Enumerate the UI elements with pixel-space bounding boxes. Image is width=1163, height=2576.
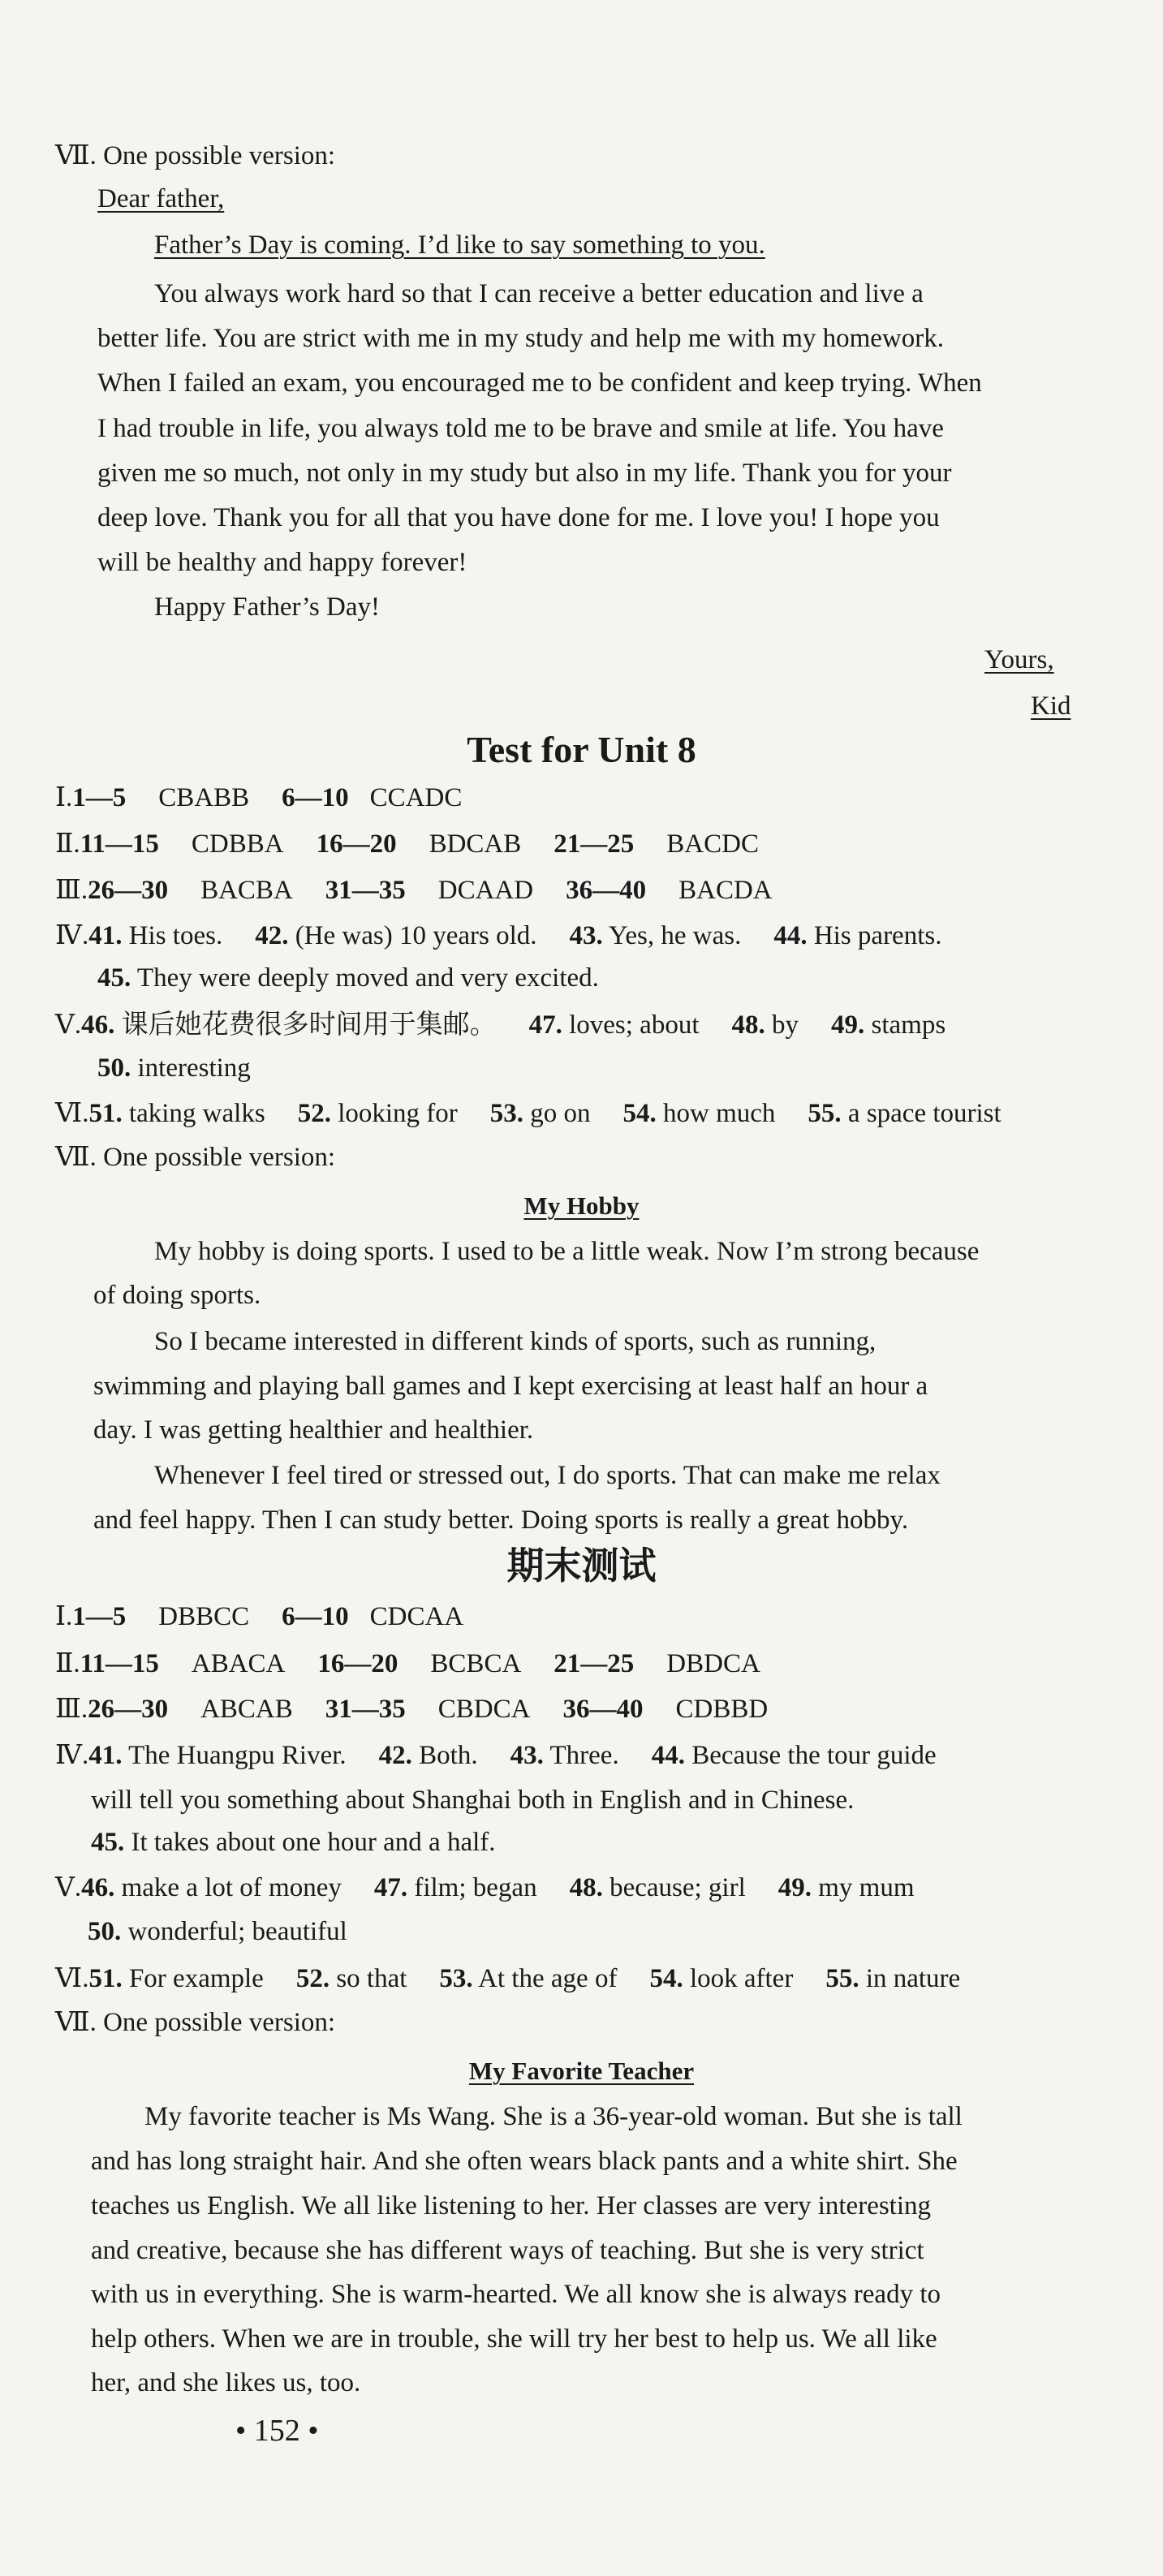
essay-line: swimming and playing ball games and I kept exercising at least half an hour a <box>93 1372 928 1401</box>
essay-title-hobby: My Hobby <box>523 1191 640 1220</box>
letter-heading: Ⅶ. One possible version: <box>55 141 336 170</box>
answer-row-7: Ⅶ. One possible version: <box>55 2008 336 2037</box>
answer-row-4: Ⅳ.41. The Huangpu River. 42. Both. 43. Three. 44. Because the tour guide <box>55 1741 937 1770</box>
essay-line: and creative, because she has different ways of teaching. But she is very strict <box>91 2236 924 2265</box>
letter-line: better life. You are strict with me in my study and help me with my homework. <box>97 324 944 353</box>
letter-line: You always work hard so that I can receive a better education and live a <box>154 279 924 308</box>
letter-closing-line: Happy Father’s Day! <box>154 592 380 622</box>
letter-line: deep love. Thank you for all that you have done for me. I love you! I hope you <box>97 503 940 532</box>
letter-signature: Kid <box>1031 691 1071 721</box>
answer-row-5: Ⅴ.46. make a lot of money 47. film; began 48. because; girl 49. my mum <box>55 1873 915 1902</box>
essay-line: My hobby is doing sports. I used to be a little weak. Now I’m strong because <box>154 1237 980 1266</box>
essay-line: with us in everything. She is warm-hearted. We all know she is always ready to <box>91 2280 941 2309</box>
letter-line: given me so much, not only in my study but also in my life. Thank you for your <box>97 459 952 488</box>
essay-line: help others. When we are in trouble, she will try her best to help us. We all like <box>91 2324 937 2354</box>
answer-row-5-cont: 50. interesting <box>97 1053 251 1083</box>
letter-intro: Father’s Day is coming. I’d like to say something to you. <box>154 230 765 260</box>
answer-row-2: Ⅱ.11—15 ABACA 16—20 BCBCA 21—25 DBDCA <box>55 1649 760 1678</box>
answer-row-4-cont: 45. They were deeply moved and very excited. <box>97 963 599 993</box>
letter-line: will be healthy and happy forever! <box>97 548 467 577</box>
answer-row-1: Ⅰ.1—5 DBBCC 6—10 CDCAA <box>55 1602 464 1631</box>
section-title-unit8: Test for Unit 8 <box>467 729 696 770</box>
essay-line: My favorite teacher is Ms Wang. She is a 36-year-old woman. But she is tall <box>144 2102 963 2131</box>
answer-row-4: Ⅳ.41. His toes. 42. (He was) 10 years old. 43. Yes, he was. 44. His parents. <box>55 921 942 950</box>
answer-row-1: Ⅰ.1—5 CBABB 6—10 CCADC <box>55 783 463 812</box>
page-number: • 152 • <box>235 2414 319 2448</box>
answer-row-6: Ⅵ.51. taking walks 52. looking for 53. go on 54. how much 55. a space tourist <box>55 1099 1001 1128</box>
essay-line: So I became interested in different kinds of sports, such as running, <box>154 1327 877 1356</box>
essay-line: of doing sports. <box>93 1281 261 1310</box>
answer-row-2: Ⅱ.11—15 CDBBA 16—20 BDCAB 21—25 BACDC <box>55 829 759 859</box>
essay-line: day. I was getting healthier and healthier. <box>93 1415 534 1445</box>
answer-row-7: Ⅶ. One possible version: <box>55 1143 336 1172</box>
essay-line: and has long straight hair. And she often wears black pants and a white shirt. She <box>91 2147 958 2176</box>
essay-title-teacher: My Favorite Teacher <box>468 2057 695 2085</box>
answer-row-3: Ⅲ.26—30 ABCAB 31—35 CBDCA 36—40 CDBBD <box>55 1695 769 1724</box>
letter-yours: Yours, <box>984 645 1054 674</box>
answer-row-5: Ⅴ.46. 课后她花费很多时间用于集邮。 47. loves; about 48. by 49. stamps <box>55 1010 946 1040</box>
essay-line: her, and she likes us, too. <box>91 2368 361 2397</box>
essay-line: teaches us English. We all like listening to her. Her classes are very interesting <box>91 2191 932 2221</box>
answer-row-5-cont: 50. wonderful; beautiful <box>88 1917 347 1946</box>
section-title-final: 期末测试 <box>506 1545 657 1587</box>
answer-row-4-cont2: 45. It takes about one hour and a half. <box>91 1828 496 1857</box>
letter-line: I had trouble in life, you always told me to be brave and smile at life. You have <box>97 414 944 443</box>
letter-salutation: Dear father, <box>97 184 225 213</box>
essay-line: Whenever I feel tired or stressed out, I do sports. That can make me relax <box>154 1461 941 1490</box>
letter-line: When I failed an exam, you encouraged me to be confident and keep trying. When <box>97 368 982 398</box>
answer-row-4-cont: will tell you something about Shanghai both in English and in Chinese. <box>91 1786 855 1815</box>
answer-row-3: Ⅲ.26—30 BACBA 31—35 DCAAD 36—40 BACDA <box>55 876 773 905</box>
essay-line: and feel happy. Then I can study better. Doing sports is really a great hobby. <box>93 1506 909 1535</box>
answer-row-6: Ⅵ.51. For example 52. so that 53. At the age of 54. look after 55. in nature <box>55 1964 961 1993</box>
